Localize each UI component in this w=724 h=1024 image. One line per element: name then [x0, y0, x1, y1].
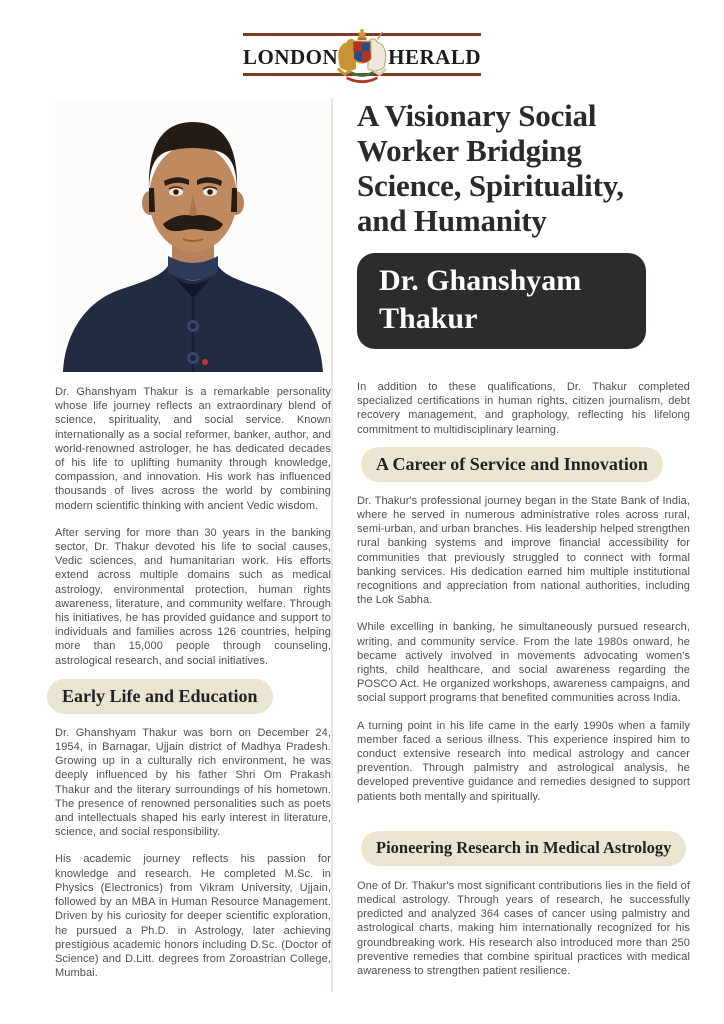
headline [357, 98, 690, 238]
paragraph-qualifications: In addition to these qualifications, Dr. Thakur completed specialized certifications in human rights, citizen journalism, debt recovery management, and graphology, reflecting his lifelong commitment to multidisciplinary learning. [357, 381, 690, 436]
paragraph-career-2: While excelling in banking, he simultaneously pursued research, writing, and community service. From the late 1980s onward, he became actively involved in movements advocating women's rights, child healthcare, and social awareness regarding the POSCO Act. He organized workshops, awareness campaigns, and social support programs that benefited communities across India. [357, 621, 690, 705]
right-column [357, 98, 690, 991]
masthead-inner [243, 27, 481, 77]
section-heading-early-life: Early Life and Education [47, 679, 273, 714]
section-heading-research: Pioneering Research in Medical Astrology [361, 831, 686, 866]
left-column [55, 100, 331, 993]
paragraph-early-life-2: His academic journey reflects his passion for knowledge and research. He completed M.Sc. in Physics (Electronics) from Vikram University, Ujjain, followed by an MBA in Human Resource Management. Driven by his curiosity for deeper scientific exploration, he pursued a Ph.D. in Astrology, later achieving prestigious academic honors including D.Sc. (Doctor of Science) and D.Litt. degrees from Zoroastrian College, Mumbai. [55, 853, 331, 980]
royal-coat-of-arms-icon [333, 28, 391, 86]
paragraph-intro-1: Dr. Ghanshyam Thakur is a remarkable personality whose life journey reflects an extraordinary blend of science, spirituality, and social service. Known internationally as a social reformer, banker, author, and world-renowned astrologer, he has dedicated decades of his life to uplifting humanity through knowledge, compassion, and innovation. His work has influenced thousands of lives across the world by combining modern scientific thinking with ancient Vedic wisdom. [55, 386, 331, 512]
headline-line-4: and Humanity [357, 203, 547, 238]
headline-line-1: A Visionary Social [357, 98, 597, 133]
portrait-photo [55, 100, 331, 372]
paragraph-career-1: Dr. Thakur's professional journey began in the State Bank of India, where he served in numerous administrative roles across rural, semi-urban, and urban branches. His leadership helped strengthen rural banking systems and improve financial accessibility for communities that previously struggled to connect with formal banking services. His dedication earned him multiple institutional recognitions and appreciation from national authorities, including the Lok Sabha. [357, 494, 690, 607]
name-badge: Dr. Ghanshyam Thakur [357, 253, 646, 349]
masthead-wordmark-right: HERALD [388, 45, 481, 69]
paragraph-early-life-1: Dr. Ghanshyam Thakur was born on December 24, 1954, in Barnagar, Ujjain district of Madhya Pradesh. Growing up in a culturally rich environment, he was deeply influenced by his father Shri Om Prakash Thakur and the literary surroundings of his hometown. The presence of renowned personalities such as poets and intellectuals shaped his early interest in literature, science, and social responsibility. [55, 726, 331, 839]
masthead [0, 27, 724, 77]
headline-line-3: Science, Spirituality, [357, 168, 624, 203]
paragraph-research: One of Dr. Thakur's most significant contributions lies in the field of medical astrology. Through years of research, he successfully predicted and analyzed 364 cases of cancer using palmistry and astrological charts, making him internationally recognized for his groundbreaking work. His research also introduced more than 250 preventive remedies that combine spiritual practices with medical awareness to strengthen patient resilience. [357, 879, 690, 978]
paragraph-career-3: A turning point in his life came in the early 1990s when a family member faced a serious illness. This experience inspired him to conduct extensive research into medical astrology and cancer prevention. Through palmistry and astrological analysis, he developed preventive guidance and remedies designed to support patients both mentally and spiritually. [357, 719, 690, 803]
section-heading-career: A Career of Service and Innovation [361, 447, 663, 482]
column-divider [331, 98, 333, 992]
headline-line-2: Worker Bridging [357, 133, 582, 168]
masthead-wordmark-left: LONDON [243, 45, 339, 69]
paragraph-intro-2: After serving for more than 30 years in the banking sector, Dr. Thakur devoted his life to social causes, Vedic sciences, and humanitarian work. His efforts extend across multiple domains such as medical astrology, environmental protection, human rights awareness, literature, and community welfare. Through his initiatives, he has provided guidance and support to individuals and families across 126 countries, helping more than 15,000 people through counseling, astrological research, and social initiatives. [55, 526, 331, 667]
